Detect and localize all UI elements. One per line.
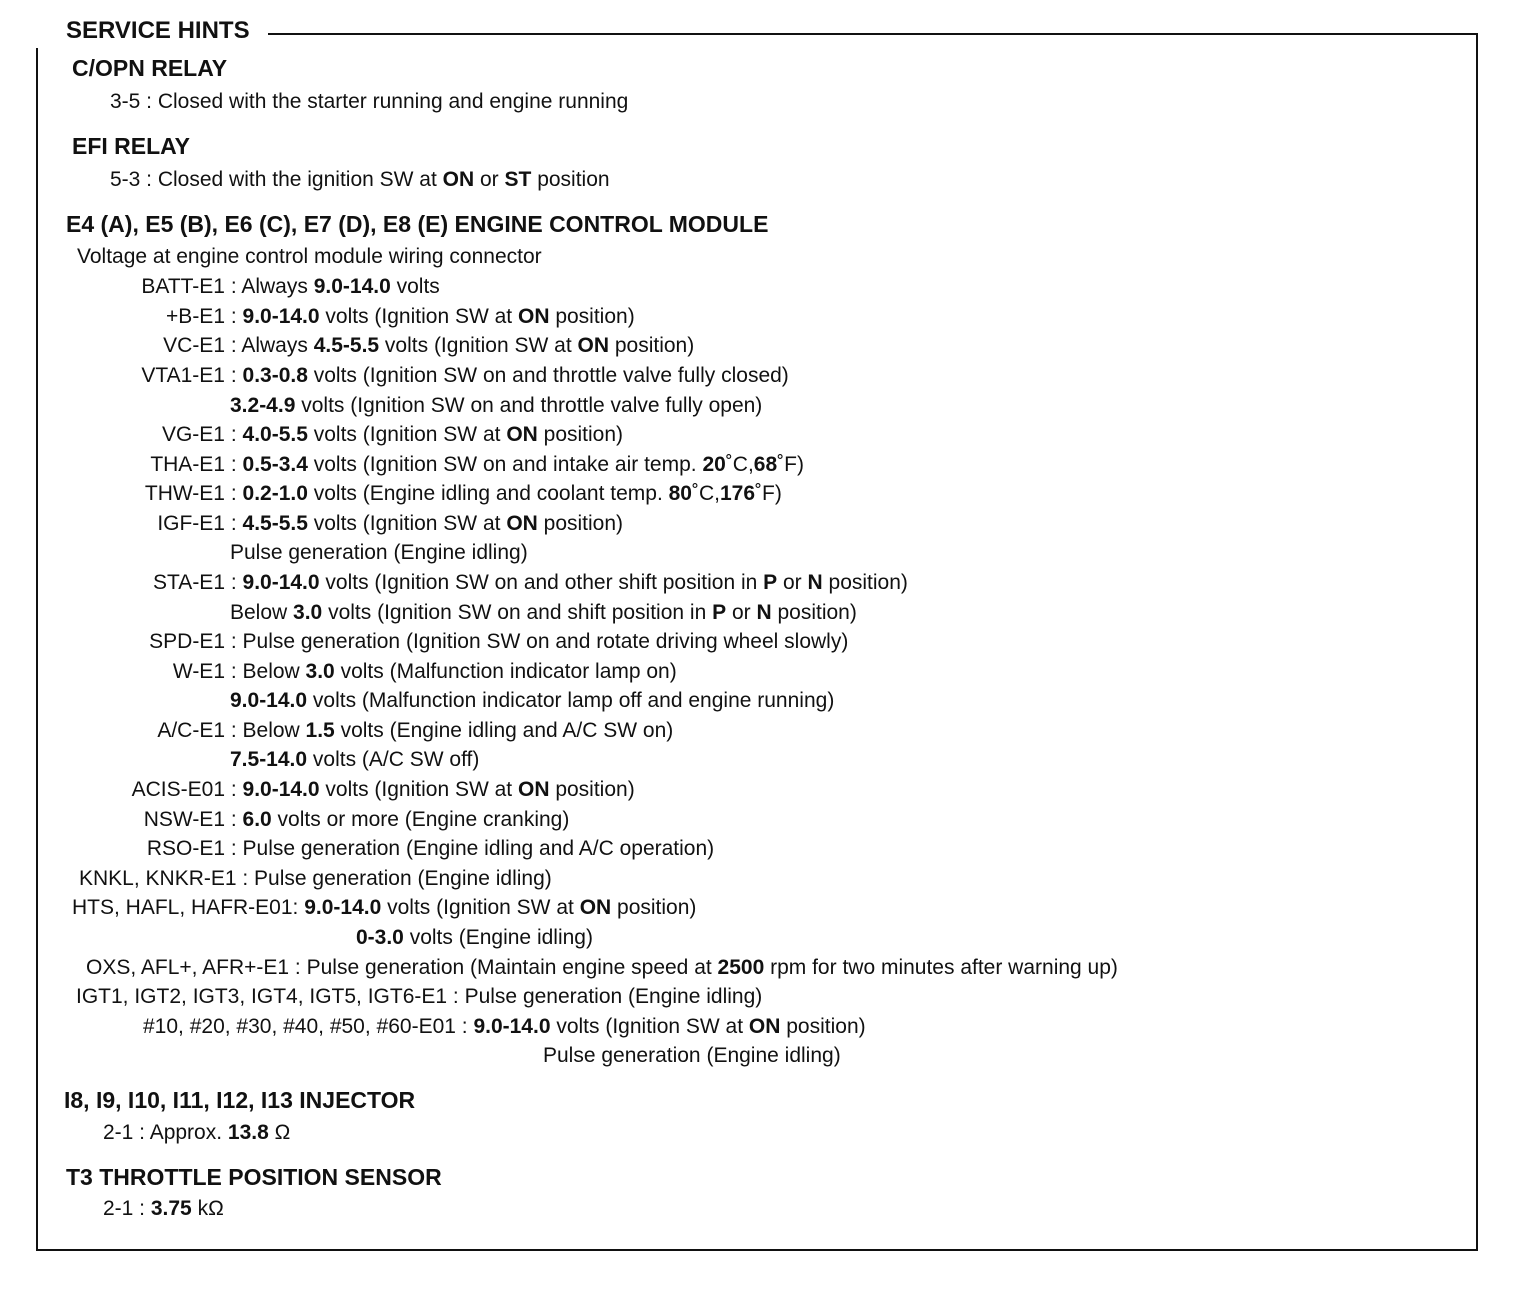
ecm-w-line2: 9.0-14.0 volts (Malfunction indicator lamp off and engine running) bbox=[230, 689, 835, 712]
frame-title-text: SERVICE HINTS bbox=[66, 17, 250, 44]
ecm-nsw-line: NSW-E1 : 6.0 volts or more (Engine cranking) bbox=[143, 808, 570, 831]
copn-relay-heading: C/OPN RELAY bbox=[72, 55, 228, 81]
ecm-thw-line: THW-E1 : 0.2-1.0 volts (Engine idling and coolant temp. 80˚C,176˚F) bbox=[144, 482, 782, 505]
ecm-batt-line: BATT-E1 : Always 9.0-14.0 volts bbox=[141, 275, 440, 298]
ecm-injector-num-line2: Pulse generation (Engine idling) bbox=[543, 1044, 841, 1067]
ecm-knk-line: KNKL, KNKR-E1 : Pulse generation (Engine idling) bbox=[79, 867, 552, 890]
ecm-igf-line: IGF-E1 : 4.5-5.5 volts (Ignition SW at ON position) bbox=[157, 512, 624, 535]
ecm-vta1-line: VTA1-E1 : 0.3-0.8 volts (Ignition SW on and throttle valve fully closed) bbox=[141, 364, 789, 387]
ecm-sta-line2: Below 3.0 volts (Ignition SW on and shift position in P or N position) bbox=[230, 601, 857, 624]
frame-title bbox=[4, 14, 268, 48]
ecm-igt-line: IGT1, IGT2, IGT3, IGT4, IGT5, IGT6-E1 : Pulse generation (Engine idling) bbox=[76, 985, 763, 1008]
ecm-acis-line: ACIS-E01 : 9.0-14.0 volts (Ignition SW at ON position) bbox=[131, 778, 635, 801]
ecm-sta-line: STA-E1 : 9.0-14.0 volts (Ignition SW on and other shift position in P or N position) bbox=[153, 571, 908, 594]
ecm-injector-num-line: #10, #20, #30, #40, #50, #60-E01 : 9.0-14.0 volts (Ignition SW at ON position) bbox=[143, 1015, 866, 1038]
ecm-vc-line: VC-E1 : Always 4.5-5.5 volts (Ignition SW at ON position) bbox=[163, 334, 695, 357]
ecm-hts-line: HTS, HAFL, HAFR-E01: 9.0-14.0 volts (Ignition SW at ON position) bbox=[72, 896, 697, 919]
copn-relay-line: 3-5 : Closed with the starter running and engine running bbox=[110, 90, 629, 113]
ecm-heading: E4 (A), E5 (B), E6 (C), E7 (D), E8 (E) ENGINE CONTROL MODULE bbox=[66, 211, 769, 237]
ecm-ac-line2: 7.5-14.0 volts (A/C SW off) bbox=[230, 748, 480, 771]
ecm-pb-line: +B-E1 : 9.0-14.0 volts (Ignition SW at ON position) bbox=[166, 305, 635, 328]
injector-heading: I8, I9, I10, I11, I12, I13 INJECTOR bbox=[64, 1087, 416, 1113]
ecm-tha-line: THA-E1 : 0.5-3.4 volts (Ignition SW on and intake air temp. 20˚C,68˚F) bbox=[150, 453, 804, 476]
ecm-oxs-line: OXS, AFL+, AFR+-E1 : Pulse generation (Maintain engine speed at 2500 rpm for two minutes after warning up) bbox=[86, 956, 1118, 979]
ecm-vta1-line2: 3.2-4.9 volts (Ignition SW on and throttle valve fully open) bbox=[230, 394, 763, 417]
efi-relay-line: 5-3 : Closed with the ignition SW at ON or ST position bbox=[110, 168, 610, 191]
ecm-rso-line: RSO-E1 : Pulse generation (Engine idling and A/C operation) bbox=[146, 837, 715, 860]
ecm-intro: Voltage at engine control module wiring connector bbox=[77, 245, 542, 268]
ecm-spd-line: SPD-E1 : Pulse generation (Ignition SW on and rotate driving wheel slowly) bbox=[149, 630, 849, 653]
ecm-hts-line2: 0-3.0 volts (Engine idling) bbox=[356, 926, 593, 949]
injector-line: 2-1 : Approx. 13.8 Ω bbox=[103, 1121, 291, 1144]
ecm-w-line: W-E1 : Below 3.0 volts (Malfunction indicator lamp on) bbox=[172, 660, 677, 683]
tps-line: 2-1 : 3.75 kΩ bbox=[103, 1197, 224, 1220]
ecm-igf-line2: Pulse generation (Engine idling) bbox=[230, 541, 528, 564]
ecm-ac-line: A/C-E1 : Below 1.5 volts (Engine idling and A/C SW on) bbox=[157, 719, 674, 742]
tps-heading: T3 THROTTLE POSITION SENSOR bbox=[66, 1164, 442, 1190]
ecm-vg-line: VG-E1 : 4.0-5.5 volts (Ignition SW at ON position) bbox=[161, 423, 624, 446]
efi-relay-heading: EFI RELAY bbox=[72, 133, 191, 159]
